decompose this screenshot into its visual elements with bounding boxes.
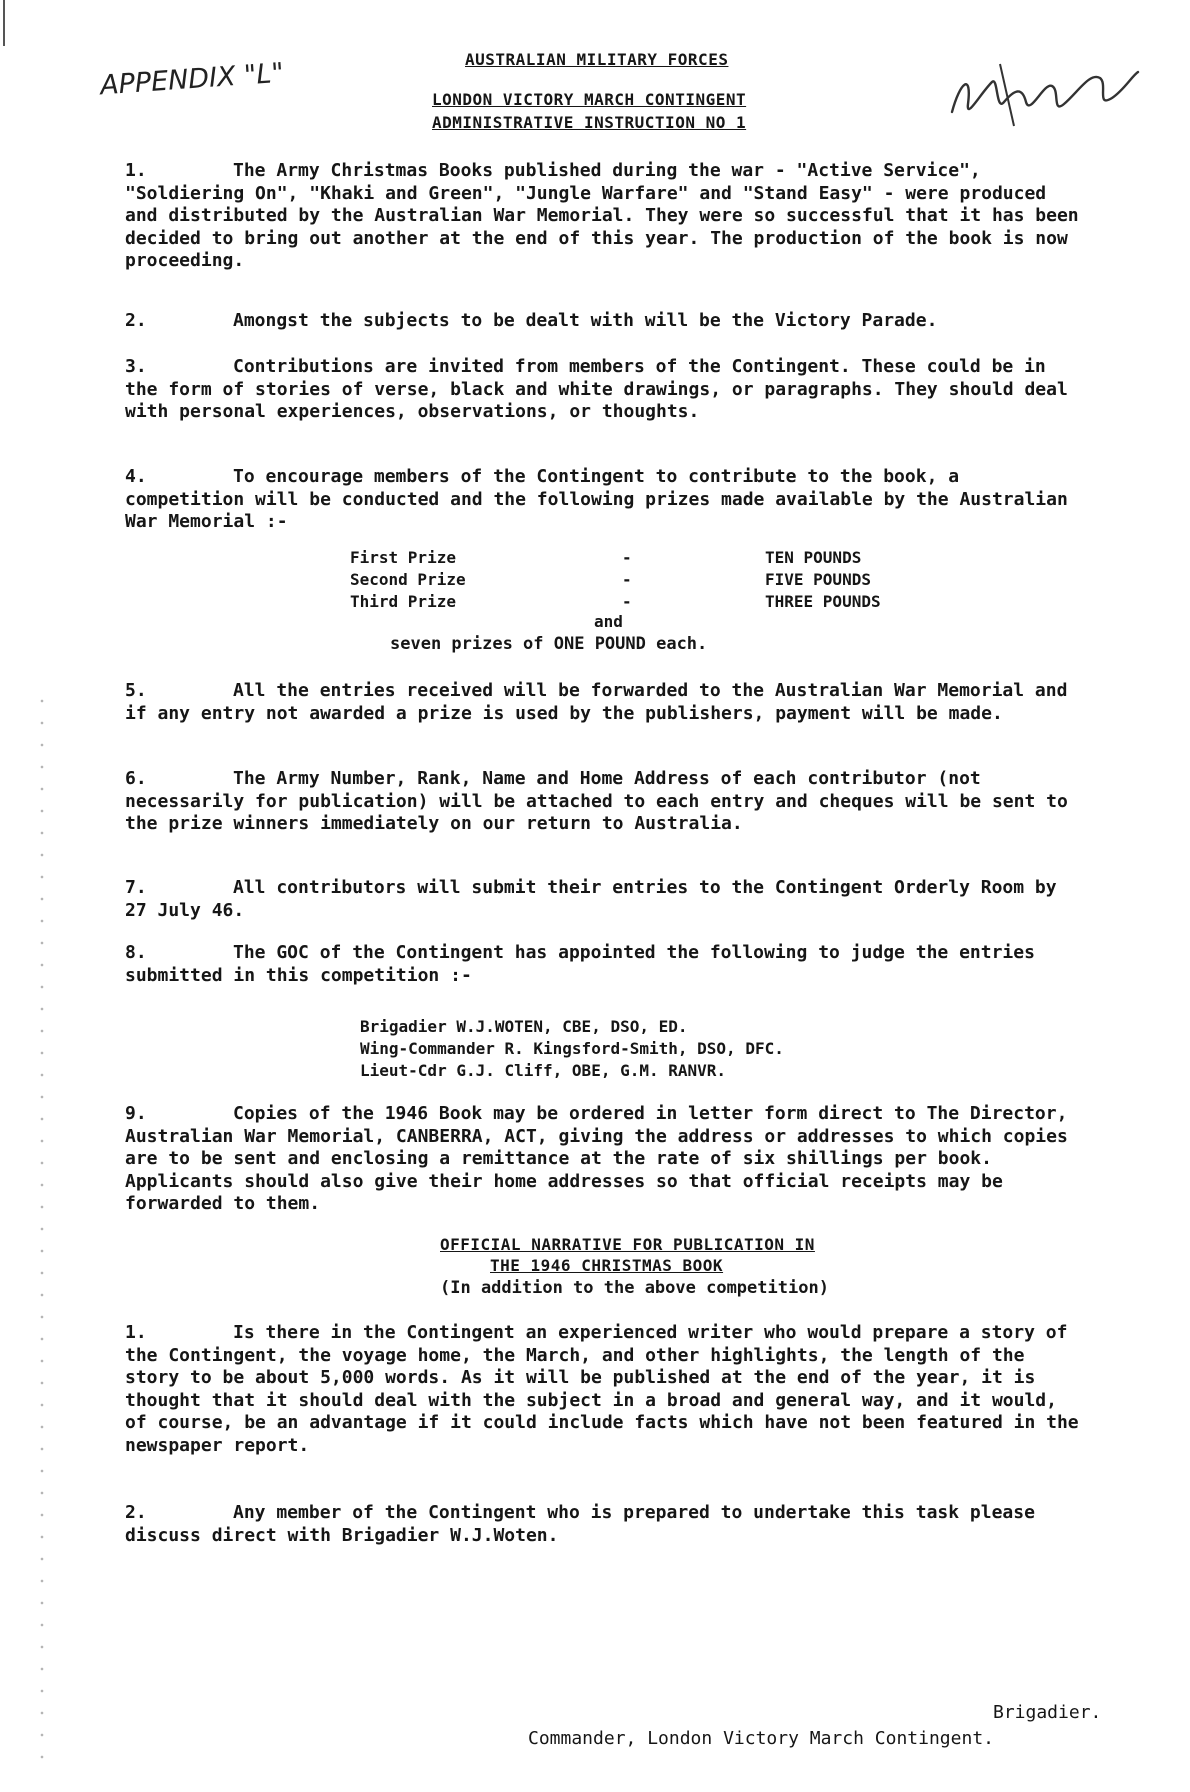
judge-2: Wing-Commander R. Kingsford-Smith, DSO, DFC. — [360, 1039, 784, 1058]
footer-role: Commander, London Victory March Contingent. — [528, 1728, 994, 1749]
paragraph-text: To encourage members of the Contingent to contribute to the book, a competition will be conducted and the following prizes made available by the Australian War Memorial :- — [125, 466, 1068, 532]
paragraph-4 — [125, 466, 1085, 534]
paragraph-3 — [125, 356, 1085, 424]
section-subtitle: (In addition to the above competition) — [440, 1278, 829, 1298]
paragraph-text: The Army Christmas Books published during the war - "Active Service", "Soldiering On", "Khaki and Green", "Jungle Warfare" and "Stand Easy" - were produced and distributed by the Australian War Memorial. They were so successful that it has been decided to bring out another at the end of this year. The production of the book is now proceeding. — [125, 160, 1079, 271]
prize-place: First Prize — [350, 548, 456, 567]
paragraph-text: All contributors will submit their entries to the Contingent Orderly Room by 27 July 46. — [125, 877, 1057, 921]
section-title-line1: OFFICIAL NARRATIVE FOR PUBLICATION IN — [440, 1235, 815, 1254]
prize-dash: - — [622, 548, 632, 567]
paragraph-5 — [125, 680, 1085, 725]
paragraph-text: Is there in the Contingent an experienced writer who would prepare a story of the Contingent, the voyage home, the March, and other highlights, the length of the story to be about 5,000 words. As it will be published at the end of the year, it is thought that it should deal with the subject in a broad and general way, and it would, of course, be an advantage if it could include facts which have not been featured in the newspaper report. — [125, 1322, 1079, 1456]
paragraph-6 — [125, 768, 1085, 836]
prize-amount: FIVE POUNDS — [765, 570, 871, 589]
header-contingent: LONDON VICTORY MARCH CONTINGENT — [432, 90, 747, 109]
paragraph-2 — [125, 310, 1085, 333]
paragraph-1 — [125, 160, 1085, 273]
header-instruction: ADMINISTRATIVE INSTRUCTION NO 1 — [432, 113, 747, 132]
paragraph-text: Copies of the 1946 Book may be ordered in letter form direct to The Director, Australian War Memorial, CANBERRA, ACT, giving the address or addresses to which copies are to be sent and enclosing a remittance at the rate of six shillings per book. Applicants should also give their home addresses so that official receipts may be forwarded to them. — [125, 1103, 1068, 1214]
judge-1: Brigadier W.J.WOTEN, CBE, DSO, ED. — [360, 1017, 688, 1036]
paragraph-number: 1. — [125, 1322, 147, 1343]
margin-dots — [38, 690, 46, 1770]
prize-amount: THREE POUNDS — [765, 592, 881, 611]
section-paragraph-2 — [125, 1502, 1085, 1547]
prize-place: Second Prize — [350, 570, 466, 589]
paragraph-number: 5. — [125, 680, 147, 701]
scan-edge-line — [3, 0, 5, 46]
prizes-and: and — [594, 612, 623, 631]
section-paragraph-1 — [125, 1322, 1085, 1457]
paragraph-number: 7. — [125, 877, 147, 898]
footer-rank: Brigadier. — [993, 1702, 1102, 1723]
paragraph-text: All the entries received will be forwarded to the Australian War Memorial and if any entry not awarded a prize is used by the publishers, payment will be made. — [125, 680, 1068, 724]
prize-dash: - — [622, 570, 632, 589]
paragraph-text: Contributions are invited from members of the Contingent. These could be in the form of stories of verse, black and white drawings, or paragraphs. They should deal with personal experiences, observations, or thoughts. — [125, 356, 1068, 422]
section-title-line2: THE 1946 CHRISTMAS BOOK — [490, 1256, 724, 1275]
paragraph-number: 8. — [125, 942, 147, 963]
paragraph-8 — [125, 942, 1085, 987]
paragraph-number: 6. — [125, 768, 147, 789]
appendix-annotation: APPENDIX "L" — [99, 57, 285, 102]
prizes-extra: seven prizes of ONE POUND each. — [390, 634, 708, 654]
header-force: AUSTRALIAN MILITARY FORCES — [465, 50, 729, 69]
signature-scrawl — [940, 42, 1150, 132]
paragraph-text: The Army Number, Rank, Name and Home Address of each contributor (not necessarily for publication) will be attached to each entry and cheques will be sent to the prize winners immediately on our return to Australia. — [125, 768, 1068, 834]
paragraph-text: Any member of the Contingent who is prepared to undertake this task please discuss direct with Brigadier W.J.Woten. — [125, 1502, 1035, 1546]
prize-place: Third Prize — [350, 592, 456, 611]
paragraph-number: 2. — [125, 1502, 147, 1523]
paragraph-number: 2. — [125, 310, 147, 331]
paragraph-7 — [125, 877, 1085, 922]
paragraph-text: The GOC of the Contingent has appointed the following to judge the entries submitted in this competition :- — [125, 942, 1035, 986]
paragraph-number: 3. — [125, 356, 147, 377]
paragraph-number: 1. — [125, 160, 147, 181]
paragraph-text: Amongst the subjects to be dealt with will be the Victory Parade. — [233, 310, 938, 331]
paragraph-number: 9. — [125, 1103, 147, 1124]
prize-amount: TEN POUNDS — [765, 548, 862, 567]
judge-3: Lieut-Cdr G.J. Cliff, OBE, G.M. RANVR. — [360, 1061, 727, 1080]
paragraph-number: 4. — [125, 466, 147, 487]
paragraph-9 — [125, 1103, 1085, 1216]
prize-dash: - — [622, 592, 632, 611]
